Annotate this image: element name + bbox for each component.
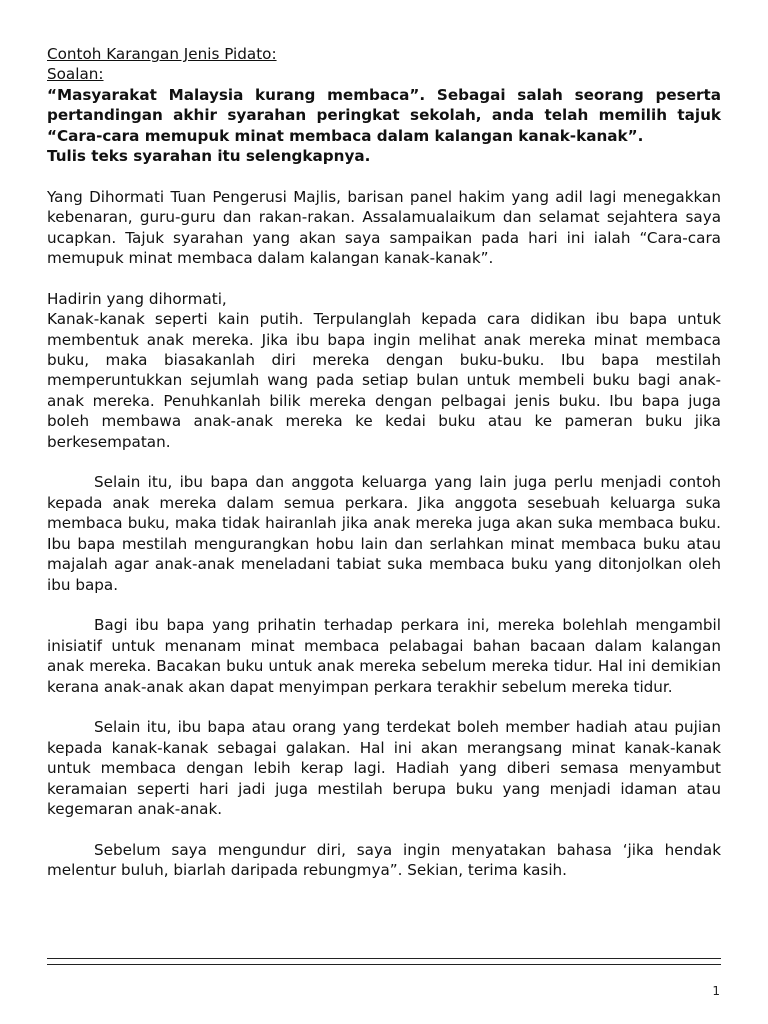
spacer [47,595,721,615]
document-body [47,44,721,881]
document-title: Contoh Karangan Jenis Pidato: [47,45,277,63]
question-label: Soalan: [47,65,104,84]
question-instruction: Tulis teks syarahan itu selengkapnya. [47,147,371,166]
spacer [47,819,721,839]
spacer [47,452,721,472]
spacer [47,166,721,186]
speech-closing: Sebelum saya mengundur diri, saya ingin menyatakan bahasa ‘jika hendak melentur buluh, biarlah daripada rebungmya”. Sekian, terima kasih. [47,840,721,880]
speech-paragraph-2: Selain itu, ibu bapa dan anggota keluarga yang lain juga perlu menjadi contoh kepada anak mereka dalam semua perkara. Jika anggota sesebuah keluarga suka membaca buku, maka tidak hairanlah jika anak mereka juga akan suka membaca buku. Ibu bapa mestilah mengurangkan hobu lain dan serlahkan minat membaca buku atau majalah agar anak-anak meneladani tabiat suka membaca buku yang ditonjolkan oleh ibu bapa. [47,473,721,594]
spacer [47,697,721,717]
speech-paragraph-4: Selain itu, ibu bapa atau orang yang terdekat boleh member hadiah atau pujian kepada kanak-kanak sebagai galakan. Hal ini akan merangsang minat kanak-kanak untuk membaca dengan lebih kerap lagi. Hadiah yang diberi semasa menyambut keramaian seperti hari jadi juga mestilah berupa buku yang menjadi idaman atau kegemaran anak-anak. [47,718,721,818]
page-number: 1 [712,984,720,998]
speech-greeting: Hadirin yang dihormati, [47,289,227,308]
footer-double-rule [47,958,721,965]
speech-opening: Yang Dihormati Tuan Pengerusi Majlis, barisan panel hakim yang adil lagi menegakkan kebenaran, guru-guru dan rakan-rakan. Assalamualaikum dan selamat sejahtera saya ucapkan. Tajuk syarahan yang akan saya sampaikan pada hari ini ialah “Cara-cara memupuk minat membaca dalam kalangan kanak-kanak”. [47,187,721,268]
question-prompt: “Masyarakat Malaysia kurang membaca”. Sebagai salah seorang peserta pertandingan akhir syarahan peringkat sekolah, anda telah memilih tajuk “Cara-cara memupuk minat membaca dalam kalangan kanak-kanak”. [47,85,721,145]
spacer [47,268,721,288]
speech-paragraph-1: Kanak-kanak seperti kain putih. Terpulanglah kepada cara didikan ibu bapa untuk membentuk anak mereka. Jika ibu bapa ingin melihat anak mereka minat membaca buku, maka biasakanlah diri mereka dengan buku-buku. Ibu bapa mestilah memperuntukkan sejumlah wang pada setiap bulan untuk membeli buku bagi anak-anak mereka. Penuhkanlah bilik mereka dengan pelbagai jenis buku. Ibu bapa juga boleh membawa anak-anak mereka ke kedai buku atau ke pameran buku jika berkesempatan. [47,310,721,451]
speech-paragraph-3: Bagi ibu bapa yang prihatin terhadap perkara ini, mereka bolehlah mengambil inisiatif untuk menanam minat membaca pelabagai bahan bacaan dalam kalangan anak mereka. Bacakan buku untuk anak mereka sebelum mereka tidur. Hal ini demikian kerana anak-anak akan dapat menyimpan perkara terakhir sebelum mereka tidur. [47,616,721,696]
